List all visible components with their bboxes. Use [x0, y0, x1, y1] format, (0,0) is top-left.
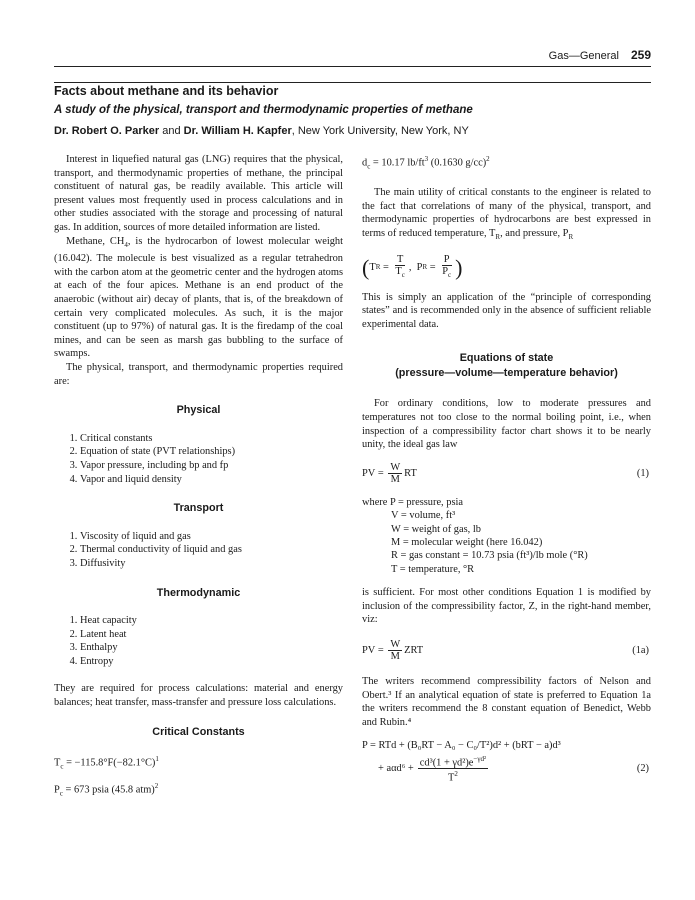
eos-heading-line-2: (pressure—volume—temperature behavior): [395, 367, 618, 380]
article-subtitle: A study of the physical, transport and thermodynamic properties of methane: [54, 104, 473, 116]
byline-and: and: [159, 125, 184, 137]
list-item: 4. Entropy: [80, 655, 343, 669]
running-header: [549, 48, 651, 62]
bwr-paragraph: The writers recommend compressibility factors of Nelson and Obert.³ If an analytical equation of state is preferred to Equation 1a the writers recommend the 8 constant equation of Benedict, Webb and Rubin.⁴: [362, 675, 651, 728]
physical-list: [54, 432, 343, 486]
pc-symbol: P: [54, 784, 60, 796]
compressibility-paragraph: is sufficient. For most other conditions Equation 1 is modified by inclusion of the compressibility factor, Z, in the right-hand member, viz:: [362, 587, 651, 626]
thermodynamic-list: [54, 614, 343, 668]
ideal-gas-paragraph: For ordinary conditions, low to moderate pressures and temperatures not too close to the normal boiling point, i.e., when inspection of a compressibility factor chart shows it to be nearly unity, the ideal gas law: [362, 398, 651, 451]
tc-value: = −115.8°F(−82.1°C): [63, 757, 156, 769]
definition-line: T = temperature, °R: [391, 563, 475, 575]
dc-value: = 10.17 lb/ft: [370, 157, 425, 169]
list-item: 3. Vapor pressure, including bp and fp: [80, 459, 343, 473]
equation-2-line-2: + aαd⁶ + $\frac{cd^3(1 + \gamma d^2)e^{-\gamma d^2}}{T^2}$ (2): [378, 754, 649, 784]
list-item: 2. Latent heat: [80, 628, 343, 642]
affiliation: , New York University, New York, NY: [291, 125, 469, 137]
equation-2-term: + aαd⁶ +: [378, 763, 414, 775]
right-column: [362, 153, 651, 785]
pc-equation: $P_c = 673$ psia (45.8 atm)$^2$: [54, 782, 159, 798]
methane-text-b: , is the hydrocarbon of lowest molecular weight (16.042). The molecule is best visualized as a regular tetrahedron with the carbon atom at the geometric center and the hydrogen atoms at each of the four apices. Methane is an end product of the anaerobic (without air) decay of plants, that is, of the breakdown of certain very complicated molecules. As such, it is the major constituent (up to 97%) of natural gas. It is the firedamp of the coal mines, and can be seen as marsh gas bubbling to the surface of swamps.: [54, 235, 343, 360]
left-column: [54, 153, 343, 802]
list-item: 1. Heat capacity: [80, 614, 343, 628]
definition-line: W = weight of gas, lb: [391, 523, 481, 535]
properties-paragraph: The physical, transport, and thermodynamic properties required are:: [54, 361, 343, 387]
author-2: Dr. William H. Kapfer: [183, 125, 292, 137]
utility-text-a: The main utility of critical constants to the engineer is related to the fact that correlations of many of the physical, transport, and thermodynamic properties of hydrocarbons are best expressed in terms of reduced temperature, T: [362, 187, 651, 239]
list-item: 2. Equation of state (PVT relationships): [80, 445, 343, 459]
physical-heading: Physical: [176, 404, 221, 417]
dc-equation: $d_c = 10.17$ $lb/ft^3$ (0.1630 g/cc)$^2$: [362, 155, 490, 171]
reduced-equation: ( T R = $\frac{T}{T_c}$ , P R = $\frac{P}{P_c}$ ): [362, 254, 463, 280]
title-rule: [54, 82, 651, 83]
list-item: 3. Enthalpy: [80, 641, 343, 655]
list-item: 2. Thermal conductivity of liquid and gas: [80, 543, 343, 557]
list-item: 1. Viscosity of liquid and gas: [80, 530, 343, 544]
equation-2-line-1: P = RTd + (B₀RT − A₀ − C₀/T²)d² + (bRT − a)d³: [362, 740, 561, 752]
tc-symbol: T: [54, 757, 61, 769]
top-rule: [54, 66, 651, 67]
eos-heading-line-1: Equations of state: [459, 352, 554, 365]
equation-1a: PV = $\frac{W}{M}$ ZRT (1a): [362, 639, 649, 663]
equation-1-number: (1): [636, 467, 649, 479]
tc-equation: $T_c = -115.8^\circ F(-82.1^\circ C)^1$: [54, 755, 159, 771]
byline: [54, 125, 469, 137]
pc-value: = 673 psia (45.8 atm): [62, 784, 155, 796]
definition-line: where P = pressure, psia: [362, 496, 463, 508]
section-name: Gas—General: [548, 50, 619, 62]
transport-heading: Transport: [173, 502, 224, 515]
methane-text-a: Methane, CH: [66, 235, 125, 247]
corresponding-states-paragraph: This is simply an application of the “principle of corresponding states” and is recommended only in the absence of sufficient reliable experimental data.: [362, 291, 651, 330]
eos-heading: [362, 351, 651, 381]
intro-paragraph: Interest in liquefied natural gas (LNG) requires that the physical, transport, and thermodynamic properties of methane, the principal constituent of natural gas, be readily available. This article will present values most frequently used in process calculations and in other studies associated with the storage and processing of natural gas. In addition, sources of more detailed information are listed.: [54, 154, 343, 233]
dc-symbol: d: [362, 157, 368, 169]
list-item: 1. Critical constants: [80, 432, 343, 446]
transport-list: [54, 530, 343, 571]
list-item: 3. Diffusivity: [80, 557, 343, 571]
methane-paragraph: Methane, $CH_4$, is the hydrocarbon of lowest molecular weight (16.042). The molecule is best visualized as a regular tetrahedron with the carbon atom at the geometric center and the hydrogen atoms at each of the four apices. Methane is an end product of the anaerobic (without air) decay of plants, that is, of the breakdown of certain very complicated molecules. As such, it is the major constituent (up to 97%) of natural gas. It is the firedamp of the coal mines, and can be seen as marsh gas bubbling to the surface of swamps.: [54, 235, 343, 360]
equation-1: PV = $\frac{W}{M}$ RT (1): [362, 462, 649, 486]
author-1: Dr. Robert O. Parker: [54, 125, 160, 137]
utility-text-b: , and pressure, P: [500, 227, 569, 239]
utility-paragraph: The main utility of critical constants to the engineer is related to the fact that correlations of many of the physical, transport, and thermodynamic properties of hydrocarbons are best expressed in terms of reduced temperature, $T_R$, and pressure, $P_R$: [362, 187, 651, 241]
definition-line: M = molecular weight (here 16.042): [391, 536, 543, 548]
equation-2-number: (2): [636, 763, 649, 775]
thermodynamic-heading: Thermodynamic: [156, 586, 241, 599]
dc-value-si: (0.1630 g/cc): [428, 157, 487, 169]
definition-line: R = gas constant = 10.73 psia (ft³)/lb mole (°R): [391, 550, 588, 562]
page-number: 259: [630, 48, 651, 62]
variable-definitions: [362, 496, 651, 576]
critical-constants-heading: Critical Constants: [152, 725, 245, 738]
equation-2-denominator: T: [447, 772, 455, 784]
article-title: Facts about methane and its behavior: [54, 84, 279, 98]
required-paragraph: They are required for process calculations: material and energy balances; heat transfer, mass-transfer and pressure loss calculations.: [54, 683, 343, 709]
list-item: 4. Vapor and liquid density: [80, 473, 343, 487]
definition-line: V = volume, ft³: [391, 510, 456, 522]
equation-1a-number: (1a): [632, 645, 649, 657]
equation-2-numerator: cd³(1 + γd²)e: [419, 757, 474, 769]
